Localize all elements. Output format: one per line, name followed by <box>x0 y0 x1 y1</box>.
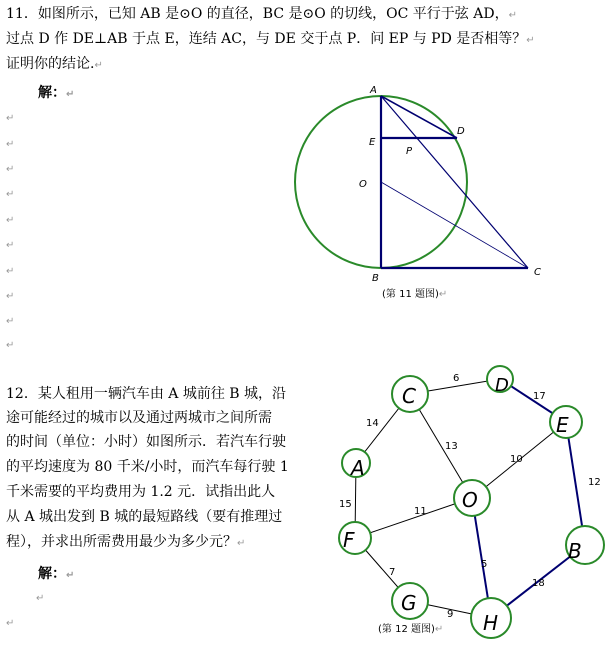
para-mark: ↵ <box>36 593 45 604</box>
problem12-line-7: 程），并求出所需费用最少为多少元？↵ <box>6 534 246 550</box>
figure-11 <box>285 80 555 302</box>
para-mark: ↵ <box>6 316 15 327</box>
problem12-line-2: 途可能经过的城市以及通过两城市之间所需 <box>6 410 272 426</box>
label-e: E <box>369 137 376 148</box>
node-b <box>566 526 604 564</box>
para-mark: ↵ <box>6 113 15 124</box>
problem12-line-3: 的时间（单位：小时）如图所示．若汽车行驶 <box>6 434 286 450</box>
svg-text:G: G <box>401 591 417 615</box>
node-o <box>454 480 490 516</box>
svg-text:E: E <box>556 413 569 437</box>
label-c: C <box>534 267 541 278</box>
problem11-line-1: 11．如图所示，已知 AB 是⊙O 的直径，BC 是⊙O 的切线，OC 平行于弦 AD，↵ <box>6 6 517 22</box>
figure-12-caption: (第 12 题图)↵ <box>378 624 444 635</box>
problem12-line-1: 12．某人租用一辆汽车由 A 城前往 B 城，沿 <box>6 386 287 402</box>
weight-o-e: 10 <box>510 454 523 465</box>
node-a <box>342 449 370 480</box>
weight-c-d: 6 <box>453 373 460 384</box>
para-mark: ↵ <box>6 618 15 629</box>
node-e <box>550 406 582 438</box>
problem12-line-6: 从 A 城出发到 B 城的最短路线（要有推理过 <box>6 509 283 525</box>
node-f <box>339 522 371 554</box>
para-mark: ↵ <box>6 291 15 302</box>
weight-c-a: 14 <box>366 418 379 429</box>
weight-g-h: 9 <box>447 609 454 620</box>
label-p: P <box>406 146 413 157</box>
segment-ac <box>381 96 528 268</box>
para-mark: ↵ <box>6 164 15 175</box>
figure-11-caption: (第 11 题图)↵ <box>382 289 448 300</box>
para-mark: ↵ <box>6 189 15 200</box>
label-a: A <box>370 85 377 96</box>
svg-text:B: B <box>568 539 582 563</box>
node-h <box>471 598 511 638</box>
problem11-line-3: 证明你的结论.↵ <box>6 56 103 72</box>
svg-text:D: D <box>495 375 509 396</box>
weight-o-h: 5 <box>481 559 488 570</box>
weight-f-o: 11 <box>414 506 427 517</box>
para-mark: ↵ <box>6 139 15 150</box>
svg-text:H: H <box>483 611 499 635</box>
weight-d-e: 17 <box>533 391 546 402</box>
label-o: O <box>359 179 367 190</box>
problem11-answer-label: 解：↵ <box>38 85 75 101</box>
problem12-line-5: 千米需要的平均费用为 1.2 元．试指出此人 <box>6 484 276 500</box>
segment-oc <box>381 182 528 268</box>
node-d <box>487 366 513 396</box>
segment-ad <box>381 96 457 138</box>
svg-text:F: F <box>343 528 355 552</box>
weight-f-g: 7 <box>389 567 396 578</box>
svg-text:A: A <box>351 456 365 480</box>
para-mark: ↵ <box>6 240 15 251</box>
node-c <box>392 376 428 412</box>
para-mark: ↵ <box>6 215 15 226</box>
para-mark: ↵ <box>6 266 15 277</box>
weight-h-b: 18 <box>532 578 545 589</box>
problem12-line-4: 的平均速度为 80 千米/小时，而汽车每行驶 1 <box>6 459 289 475</box>
figure-12-graph <box>330 358 611 645</box>
node-g <box>392 583 428 619</box>
weight-e-b: 12 <box>588 477 601 488</box>
label-b: B <box>372 273 379 284</box>
para-mark: ↵ <box>6 340 15 351</box>
problem11-line-2: 过点 D 作 DE⊥AB 于点 E，连结 AC，与 DE 交于点 P．问 EP 与 PD 是否相等？↵ <box>6 31 535 47</box>
weight-a-f: 15 <box>339 499 352 510</box>
weight-c-o: 13 <box>445 441 458 452</box>
problem12-answer-label: 解：↵ <box>38 566 75 582</box>
svg-text:C: C <box>402 384 416 408</box>
label-d: D <box>457 126 465 137</box>
svg-text:O: O <box>462 488 478 512</box>
